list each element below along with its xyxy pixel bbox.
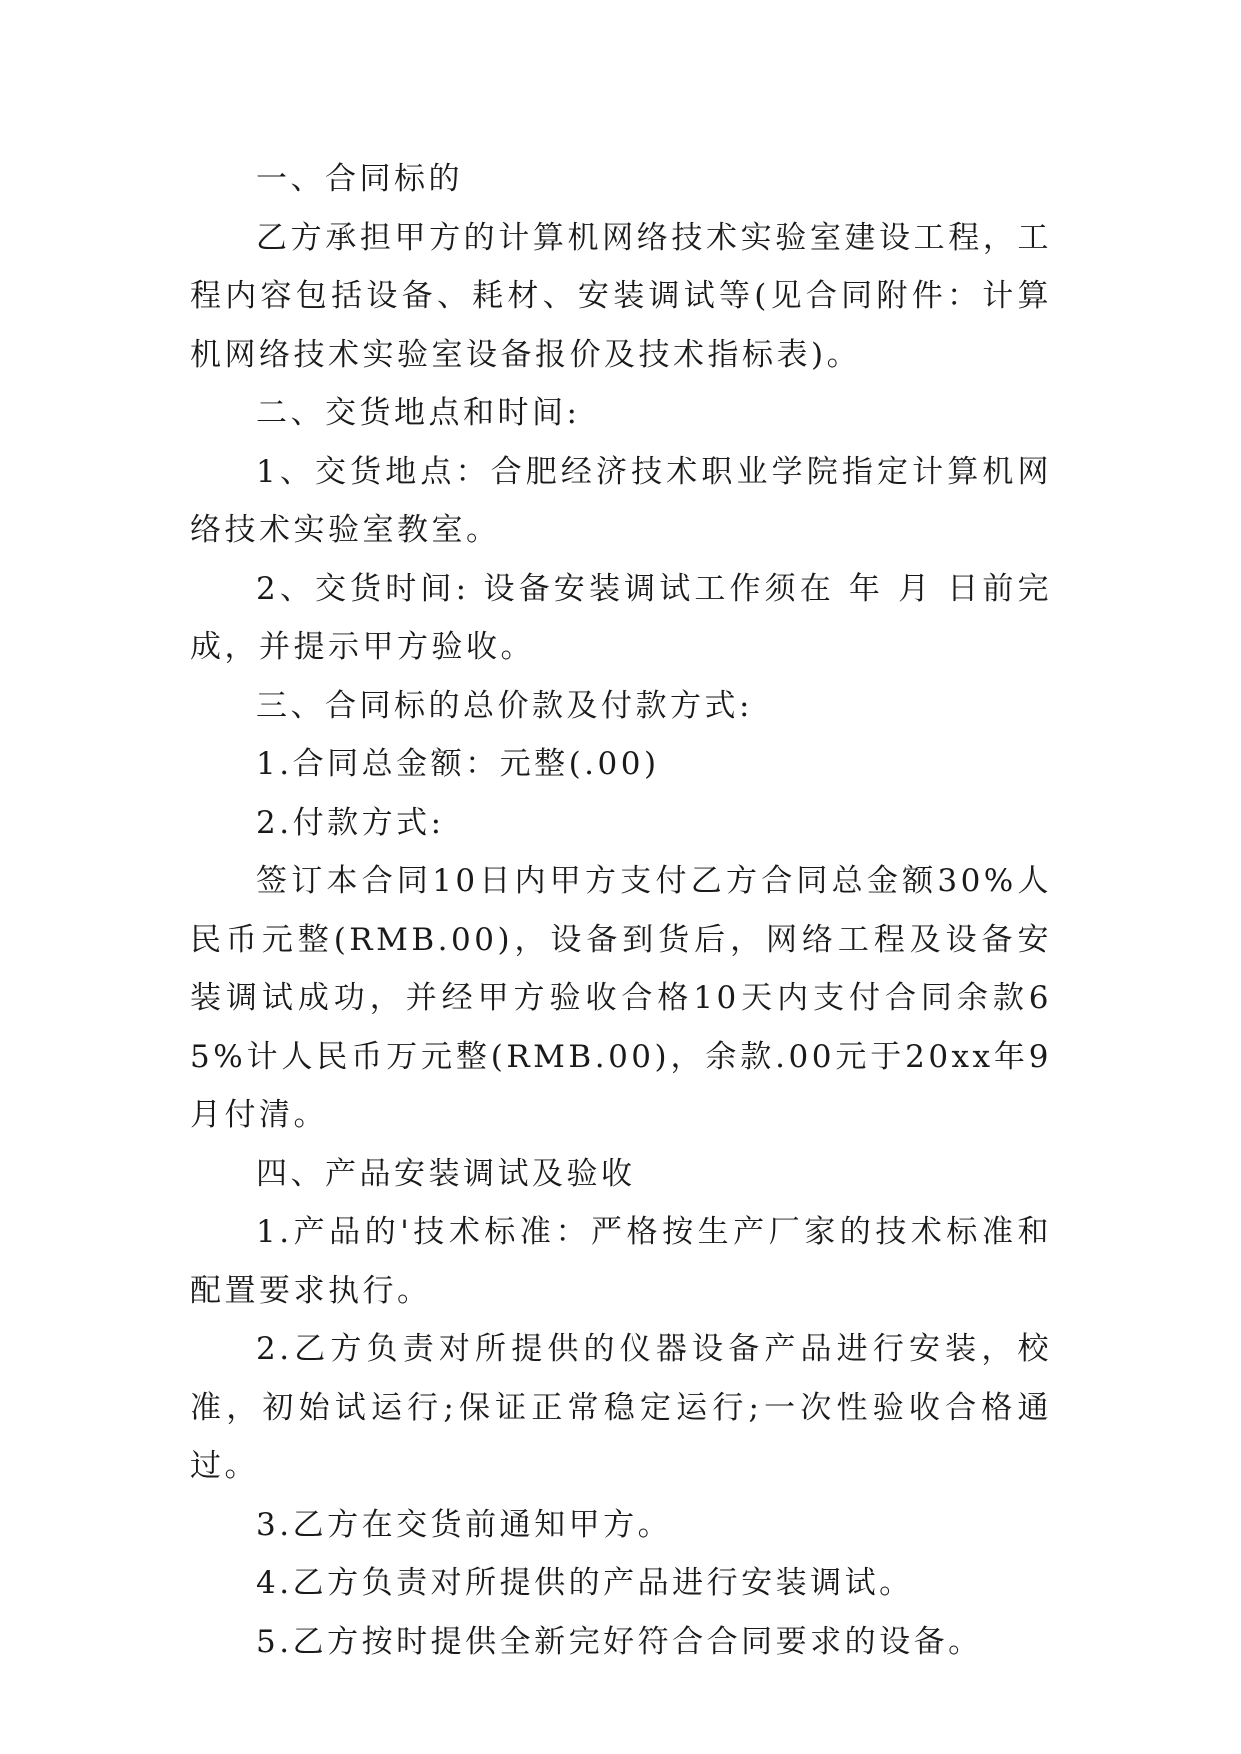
paragraph-total-amount: 1.合同总金额：元整(.00) [256,746,660,782]
list-item-new-equipment: 5.乙方按时提供全新完好符合合同要求的设备。 [256,1623,983,1660]
paragraph-delivery-location: 1、交货地点：合肥经济技术职业学院指定计算机网络技术实验室教室。 [190,453,1052,548]
list-item-installation-debugging: 4.乙方负责对所提供的产品进行安装调试。 [256,1565,914,1601]
section-heading-payment: 三、合同标的总价款及付款方式: [256,687,753,724]
paragraph-subject-detail: 乙方承担甲方的计算机网络技术实验室建设工程，工程内容包括设备、耗材、安装调试等(见合同附件：计算机网络技术实验室设备报价及技术指标表)。 [190,219,1052,373]
list-item-installation-responsibility: 2.乙方负责对所提供的仪器设备产品进行安装，校准，初始试运行;保证正常稳定运行;一次性验收合格通过。 [190,1331,1052,1484]
paragraph-payment-detail: 签订本合同10日内甲方支付乙方合同总金额30%人民币元整(RMB.00)，设备到货后，网络工程及设备安装调试成功，并经甲方验收合格10天内支付合同余款65%计人民币万元整(RMB.00)，余款.00元于20xx年9月付清。 [190,863,1052,1133]
section-heading-installation: 四、产品安装调试及验收 [256,1155,636,1192]
list-item-technical-standard: 1.产品的'技术标准：严格按生产厂家的技术标准和配置要求执行。 [190,1214,1052,1309]
list-item-delivery-notice: 3.乙方在交货前通知甲方。 [256,1506,673,1543]
section-heading-delivery: 二、交货地点和时间: [256,395,581,431]
document-page [190,150,1052,1671]
paragraph-delivery-time: 2、交货时间: 设备安装调试工作须在 年 月 日前完成，并提示甲方验收。 [190,570,1052,665]
section-heading-subject: 一、合同标的 [256,161,463,197]
paragraph-payment-method: 2.付款方式: [256,804,445,841]
